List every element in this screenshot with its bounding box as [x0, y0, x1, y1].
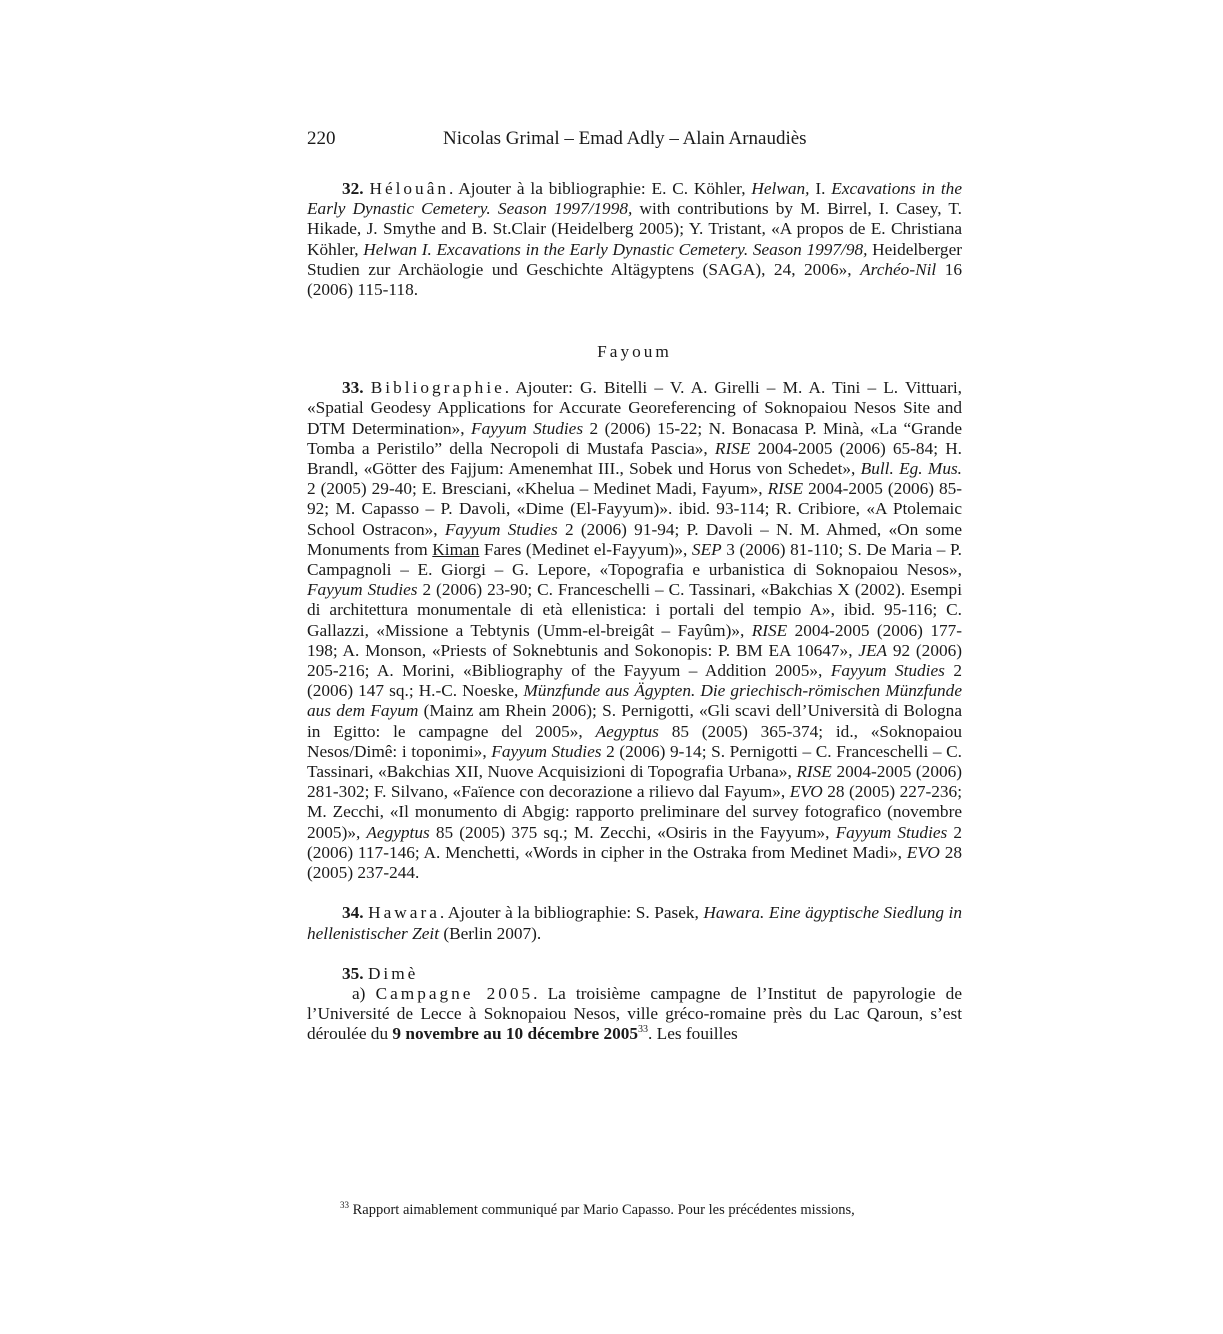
- entry-text: 85 (2005) 365-374; id., «Soknopaiou Nesos/Dimê: i toponimi»,: [307, 721, 962, 761]
- entry-text: 85 (2005) 375 sq.; M. Zecchi, «Osiris in the Fayyum»,: [429, 822, 836, 842]
- page-body: [307, 128, 962, 1045]
- footnote-mark: 33: [340, 1200, 349, 1210]
- entry-text: 2 (2006) 147 sq.; H.-C. Noeske,: [307, 661, 962, 701]
- entry-text: 16 (2006) 115-118.: [307, 259, 962, 300]
- entry-32: [307, 179, 962, 300]
- entry-italic: SEP: [691, 539, 722, 559]
- entry-italic: Helwan,: [751, 179, 810, 198]
- entry-italic: Fayyum Studies: [491, 741, 602, 761]
- entry-text: 2004-2005 (2006) 85-92; M. Capasso – P. Davoli, «Dime (El-Fayyum)». ibid. 93-114; R. Cribiore, «A Ptolemaic School Ostracon»,: [307, 479, 963, 539]
- entry-italic: Münzfunde aus Ägypten. Die griechisch-römischen Münzfunde aus dem Fayum: [307, 681, 962, 721]
- entry-text: 2004-2005 (2006) 281-302; F. Silvano, «Faïence con decorazione a rilievo dal Fayum»,: [307, 762, 962, 802]
- running-head: Nicolas Grimal – Emad Adly – Alain Arnaudiès: [443, 128, 807, 149]
- entry-text: 2004-2005 (2006) 65-84; H. Brandl, «Götter des Fajjum: Amenemhat III., Sobek und Horus von Schedet»,: [307, 438, 962, 479]
- entry-text: Heidelberger Studien zur Archäologie und Geschichte Altägyptens (SAGA), 24, 2006»,: [307, 239, 963, 279]
- entry-italic: Excavations in the Early Dynastic Cemetery. Season 1997/1998,: [307, 179, 962, 219]
- entry-number: 33.: [342, 378, 364, 398]
- entry-italic: RISE: [751, 620, 788, 640]
- entry-underlined: Kiman: [432, 539, 480, 559]
- entry-italic: RISE: [714, 438, 751, 458]
- entry-text: (Berlin 2007).: [439, 923, 542, 943]
- entry-text: 2 (2006) 9-14; S. Pernigotti – C. Franceschelli – C. Tassinari, «Bakchias XII, Nuove Acquisizioni di Topografia Urbana»,: [307, 741, 963, 782]
- entry-italic: Archéo-Nil: [860, 259, 937, 279]
- entry-text: 2 (2005) 29-40; E. Bresciani, «Khelua – Medinet Madi, Fayum»,: [307, 479, 768, 499]
- entry-italic: Aegyptus: [366, 822, 430, 842]
- entry-italic: Helwan I. Excavations in the Early Dynastic Cemetery. Season 1997/98,: [363, 239, 868, 259]
- entry-text: 2 (2006) 15-22; N. Bonacasa P. Minà, «La “Grande Tomba a Peristilo” della Necropoli di Mustafa Pascia»,: [307, 418, 962, 458]
- sub-label: Campagne 2005: [375, 983, 534, 1003]
- entry-place: Hawara: [368, 903, 440, 923]
- entry-text: 2004-2005 (2006) 177-198; A. Monson, «Priests of Soknebtunis and Sokonopis: P. BM EA 10647»,: [307, 620, 962, 660]
- entry-number: 32.: [342, 179, 364, 198]
- entry-34: [307, 903, 962, 943]
- entry-text: . Ajouter à la bibliographie: S. Pasek,: [439, 903, 704, 923]
- entry-35-body: [307, 984, 962, 1045]
- sub-marker: a): [352, 983, 366, 1003]
- entry-text: . Ajouter à la bibliographie: E. C. Köhler,: [449, 179, 752, 198]
- footnote-text: Rapport aimablement communiqué par Mario Capasso. Pour les précédentes missions,: [349, 1201, 855, 1218]
- entry-label: Bibliographie: [370, 378, 505, 398]
- footnote: [340, 1196, 962, 1219]
- entry-italic: JEA: [858, 640, 888, 660]
- entry-text: I.: [809, 179, 832, 198]
- entry-italic: Aegyptus: [595, 721, 659, 741]
- page-header: [307, 128, 962, 154]
- entry-text: . Ajouter: G. Bitelli – V. A. Girelli – M. A. Tini – L. Vittuari, «Spatial Geodesy Applications for Accurate Georeferencing of Soknopaiou Nesos Site and DTM Determination»,: [307, 378, 962, 438]
- entry-text: . Les fouilles: [648, 1024, 738, 1044]
- entry-text: 28 (2005) 237-244.: [307, 842, 962, 883]
- entry-italic: Fayyum Studies: [307, 580, 418, 600]
- entry-italic: Fayyum Studies: [444, 519, 558, 539]
- entry-bold: 9 novembre au 10 décembre 2005: [392, 1024, 639, 1044]
- entry-italic: Fayyum Studies: [835, 822, 948, 842]
- entry-text: Fares (Medinet el-Fayyum)»,: [479, 539, 692, 559]
- entry-italic: EVO: [789, 782, 823, 802]
- page-number: 220: [307, 128, 336, 149]
- entry-place: Dimè: [367, 963, 419, 983]
- entry-33: [307, 378, 962, 883]
- entry-italic: RISE: [767, 479, 804, 499]
- entry-italic: Fayyum Studies: [471, 418, 584, 438]
- entry-text: 2 (2006) 91-94; P. Davoli – N. M. Ahmed, «On some Monuments from: [307, 519, 962, 559]
- entry-place: Hélouân: [369, 179, 450, 198]
- entry-italic: EVO: [906, 842, 940, 862]
- entry-text: 2 (2006) 23-90; C. Franceschelli – C. Tassinari, «Bakchias X (2002). Esempi di architettura monumentale di età ellenistica: i portali del tempio A», ibid. 95-116; C. Gallazzi, «Missione a Tebtynis (Umm-el-breigât – Fayûm)»,: [307, 580, 962, 640]
- entry-text: 92 (2006) 205-216; A. Morini, «Bibliography of the Fayyum – Addition 2005»,: [307, 640, 962, 681]
- entry-text: (Mainz am Rhein 2006); S. Pernigotti, «Gli scavi dell’Università di Bologna in Egitto: le campagne del 2005»,: [307, 701, 962, 741]
- entry-35-heading: [307, 964, 962, 984]
- entry-italic: Hawara. Eine ägyptische Siedlung in hellenistischer Zeit: [307, 903, 962, 943]
- entry-number: 34.: [342, 903, 364, 923]
- entry-text: 28 (2005) 227-236; M. Zecchi, «Il monumento di Abgig: rapporto preliminare del survey fotografico (novembre 2005)»,: [307, 782, 963, 842]
- footnote-reference: 33: [638, 1024, 649, 1036]
- entry-text: 2 (2006) 117-146; A. Menchetti, «Words in cipher in the Ostraka from Medinet Madi»,: [307, 822, 962, 862]
- entry-italic: RISE: [796, 762, 832, 782]
- entry-number: 35.: [342, 963, 364, 983]
- section-title: Fayoum: [597, 342, 672, 362]
- entry-italic: Bull. Eg. Mus.: [860, 459, 962, 479]
- entry-text: 3 (2006) 81-110; S. De Maria – P. Campagnoli – E. Giorgi – G. Lepore, «Topografia e urbanistica di Soknopaiou Nesos»,: [307, 539, 962, 580]
- entry-italic: Fayyum Studies: [830, 661, 945, 681]
- entry-text: with contributions by M. Birrel, I. Casey, T. Hikade, J. Smythe and B. St.Clair (Heidelberg 2005); Y. Tristant, «A propos de E. Christiana Köhler,: [307, 199, 963, 259]
- entry-text: . La troisième campagne de l’Institut de papyrologie de l’Université de Lecce à Soknopaiou Nesos, ville gréco-romaine près du Lac Qaroun, s’est déroulée du: [307, 983, 962, 1044]
